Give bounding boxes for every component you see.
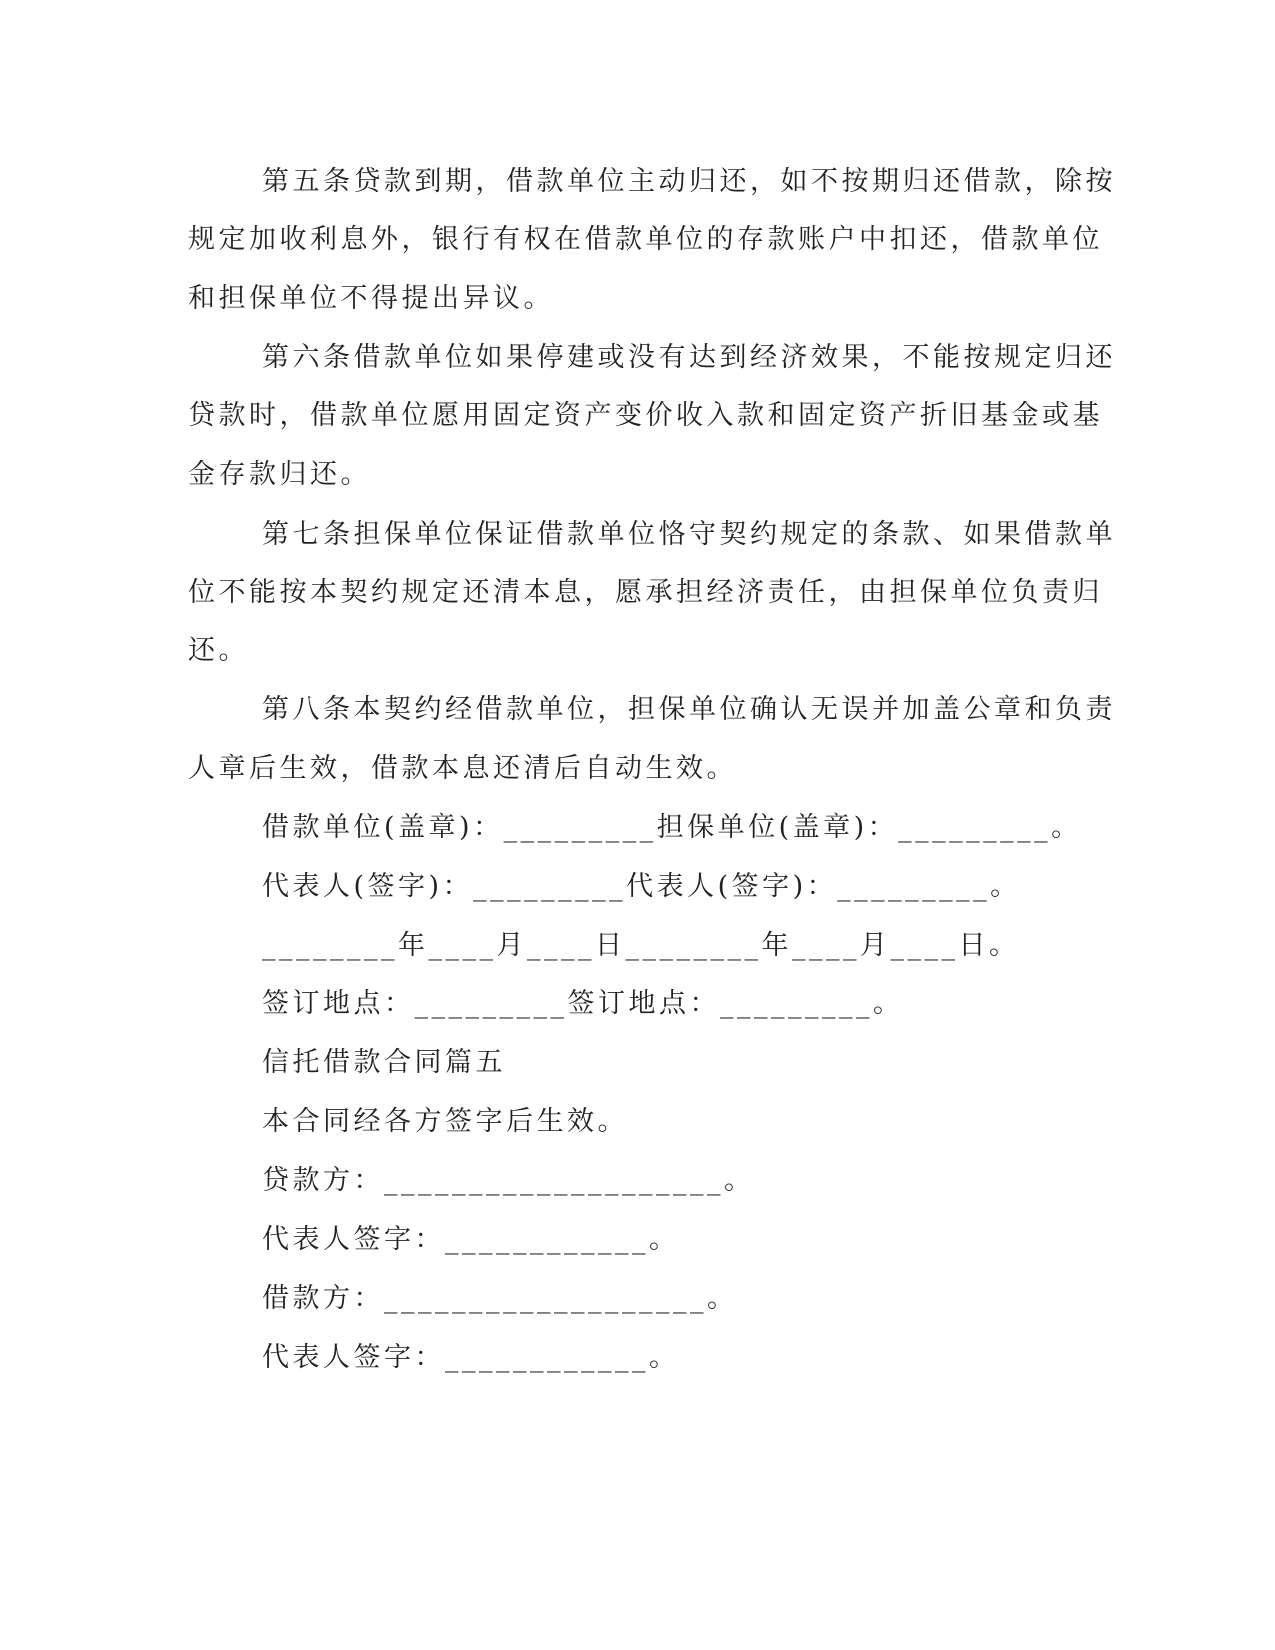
article-8-line-1: 第八条本契约经借款单位，担保单位确认无误并加盖公章和负责 <box>262 694 1116 725</box>
borrower-representative-line: 代表人签字：____________。 <box>262 1342 680 1373</box>
borrower-line: 借款方：___________________。 <box>262 1283 738 1314</box>
article-6-line-2: 贷款时，借款单位愿用固定资产变价收入款和固定资产折旧基金或基 <box>188 400 1103 431</box>
lender-line: 贷款方：____________________。 <box>262 1165 755 1196</box>
signing-place-line: 签订地点：_________签订地点：_________。 <box>262 988 904 1019</box>
date-line: ________年____月____日________年____月____日。 <box>262 930 1020 961</box>
lender-representative-line: 代表人签字：____________。 <box>262 1224 680 1255</box>
article-7-line-1: 第七条担保单位保证借款单位恪守契约规定的条款、如果借款单 <box>262 519 1116 550</box>
article-6-line-3: 金存款归还。 <box>188 459 371 490</box>
article-7-line-2: 位不能按本契约规定还清本息，愿承担经济责任，由担保单位负责归 <box>188 577 1103 608</box>
article-5-line-1: 第五条贷款到期，借款单位主动归还，如不按期归还借款，除按 <box>262 166 1116 197</box>
article-5-line-2: 规定加收利息外，银行有权在借款单位的存款账户中扣还，借款单位 <box>188 224 1103 255</box>
section-heading: 信托借款合同篇五 <box>262 1047 506 1078</box>
article-8-line-2: 人章后生效，借款本息还清后自动生效。 <box>188 753 737 784</box>
seal-signature-line: 借款单位(盖章)：_________担保单位(盖章)：_________。 <box>262 812 1082 843</box>
effective-clause: 本合同经各方签字后生效。 <box>262 1106 628 1137</box>
article-6-line-1: 第六条借款单位如果停建或没有达到经济效果，不能按规定归还 <box>262 342 1116 373</box>
article-5-line-3: 和担保单位不得提出异议。 <box>188 283 554 314</box>
article-7-line-3: 还。 <box>188 635 249 666</box>
representative-signature-line: 代表人(签字)：_________代表人(签字)：_________。 <box>262 871 1021 902</box>
